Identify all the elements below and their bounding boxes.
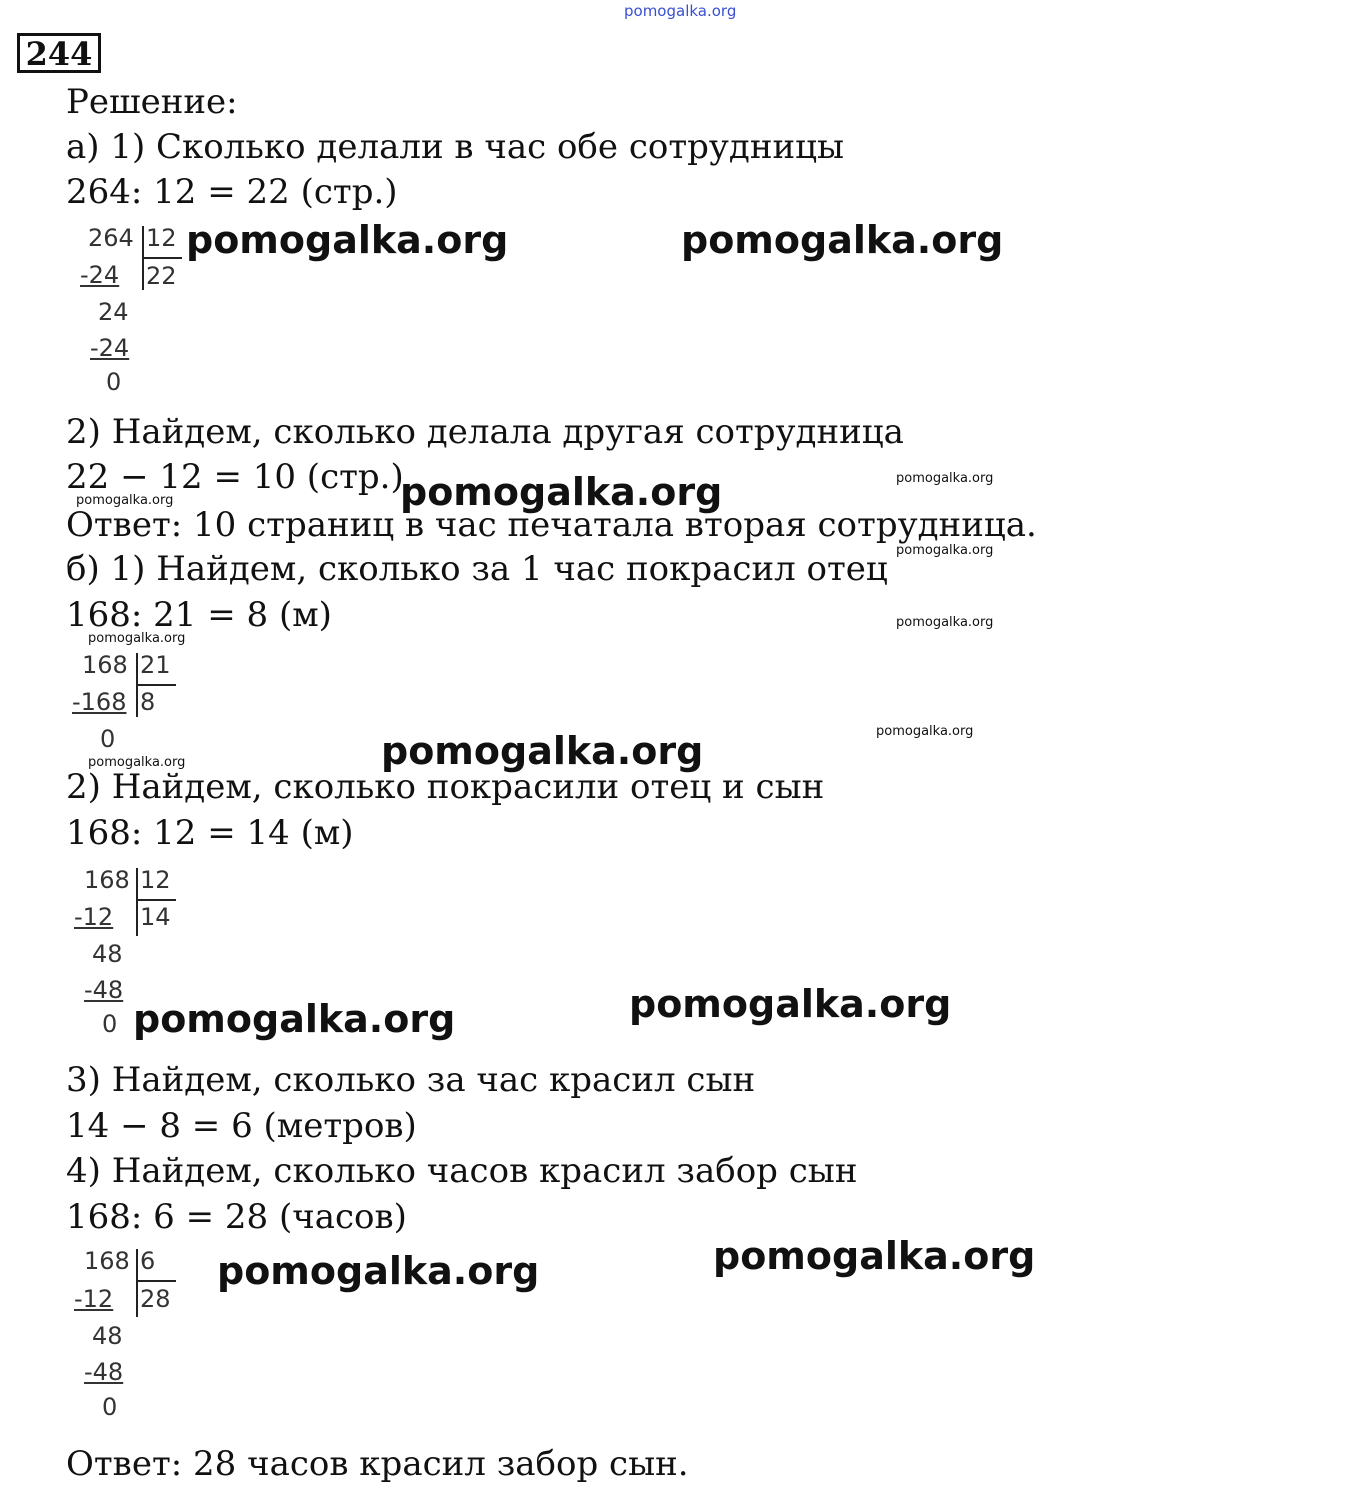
part-b-step4-title: 4) Найдем, сколько часов красил забор сын xyxy=(66,1151,858,1191)
watermark: pomogalka.org xyxy=(88,631,186,646)
watermark: pomogalka.org xyxy=(133,997,456,1041)
watermark: pomogalka.org xyxy=(76,493,174,508)
long-division-1 xyxy=(78,224,188,399)
division-dividend: 168 xyxy=(84,866,130,894)
division-divisor: 12 xyxy=(140,866,171,894)
part-a-step1-equation: 264: 12 = 22 (стр.) xyxy=(66,172,398,212)
part-b-step3-equation: 14 − 8 = 6 (метров) xyxy=(66,1106,417,1146)
division-step: 0 xyxy=(100,725,116,753)
long-division-2 xyxy=(72,651,182,756)
watermark: pomogalka.org xyxy=(400,470,723,514)
division-quotient: 14 xyxy=(140,903,171,931)
part-a-step1-title: а) 1) Сколько делали в час обе сотрудницы xyxy=(66,127,845,167)
watermark: pomogalka.org xyxy=(876,724,974,739)
division-step: -24 xyxy=(80,261,120,289)
division-step: 24 xyxy=(98,298,129,326)
division-divisor: 6 xyxy=(140,1247,156,1275)
division-quotient: 22 xyxy=(146,262,177,290)
division-step: 0 xyxy=(102,1010,118,1038)
division-step: -48 xyxy=(84,1358,124,1386)
part-a-step2-title: 2) Найдем, сколько делала другая сотрудница xyxy=(66,412,904,452)
part-b-step2-equation: 168: 12 = 14 (м) xyxy=(66,813,354,853)
part-b-answer: Ответ: 28 часов красил забор сын. xyxy=(66,1444,689,1484)
division-step: 48 xyxy=(92,1322,123,1350)
division-divisor: 21 xyxy=(140,651,171,679)
division-step: -24 xyxy=(90,334,130,362)
part-b-step3-title: 3) Найдем, сколько за час красил сын xyxy=(66,1060,756,1100)
division-bar xyxy=(136,684,176,686)
division-step: 48 xyxy=(92,940,123,968)
division-step: -12 xyxy=(74,903,114,931)
division-step: 0 xyxy=(106,368,122,396)
division-step: -48 xyxy=(84,976,124,1004)
part-b-step1-equation: 168: 21 = 8 (м) xyxy=(66,595,332,635)
division-step: -168 xyxy=(72,688,127,716)
division-dividend: 168 xyxy=(82,651,128,679)
division-dividend: 264 xyxy=(88,224,134,252)
part-b-step4-equation: 168: 6 = 28 (часов) xyxy=(66,1197,407,1237)
watermark: pomogalka.org xyxy=(186,218,509,262)
division-step: -12 xyxy=(74,1285,114,1313)
part-a-answer: Ответ: 10 страниц в час печатала вторая сотрудница. xyxy=(66,505,1037,545)
watermark: pomogalka.org xyxy=(896,615,994,630)
watermark: pomogalka.org xyxy=(681,218,1004,262)
watermark: pomogalka.org xyxy=(381,729,704,773)
solution-heading: Решение: xyxy=(66,82,238,122)
watermark: pomogalka.org xyxy=(896,543,994,558)
watermark: pomogalka.org xyxy=(713,1234,1036,1278)
division-bar xyxy=(136,899,176,901)
division-divisor: 12 xyxy=(146,224,177,252)
long-division-4 xyxy=(74,1247,184,1422)
division-quotient: 28 xyxy=(140,1285,171,1313)
division-dividend: 168 xyxy=(84,1247,130,1275)
top-watermark: pomogalka.org xyxy=(624,2,737,20)
division-quotient: 8 xyxy=(140,688,156,716)
watermark: pomogalka.org xyxy=(88,755,186,770)
part-b-step2-title: 2) Найдем, сколько покрасили отец и сын xyxy=(66,767,825,807)
task-number: 244 xyxy=(17,33,101,73)
watermark: pomogalka.org xyxy=(217,1249,540,1293)
division-bar xyxy=(136,1249,138,1317)
part-b-step1-title: б) 1) Найдем, сколько за 1 час покрасил отец xyxy=(66,549,888,589)
watermark: pomogalka.org xyxy=(629,982,952,1026)
division-step: 0 xyxy=(102,1393,118,1421)
division-bar xyxy=(142,257,182,259)
division-bar xyxy=(136,868,138,936)
watermark: pomogalka.org xyxy=(896,471,994,486)
division-bar xyxy=(136,1280,176,1282)
part-a-step2-equation: 22 − 12 = 10 (стр.) xyxy=(66,457,404,497)
